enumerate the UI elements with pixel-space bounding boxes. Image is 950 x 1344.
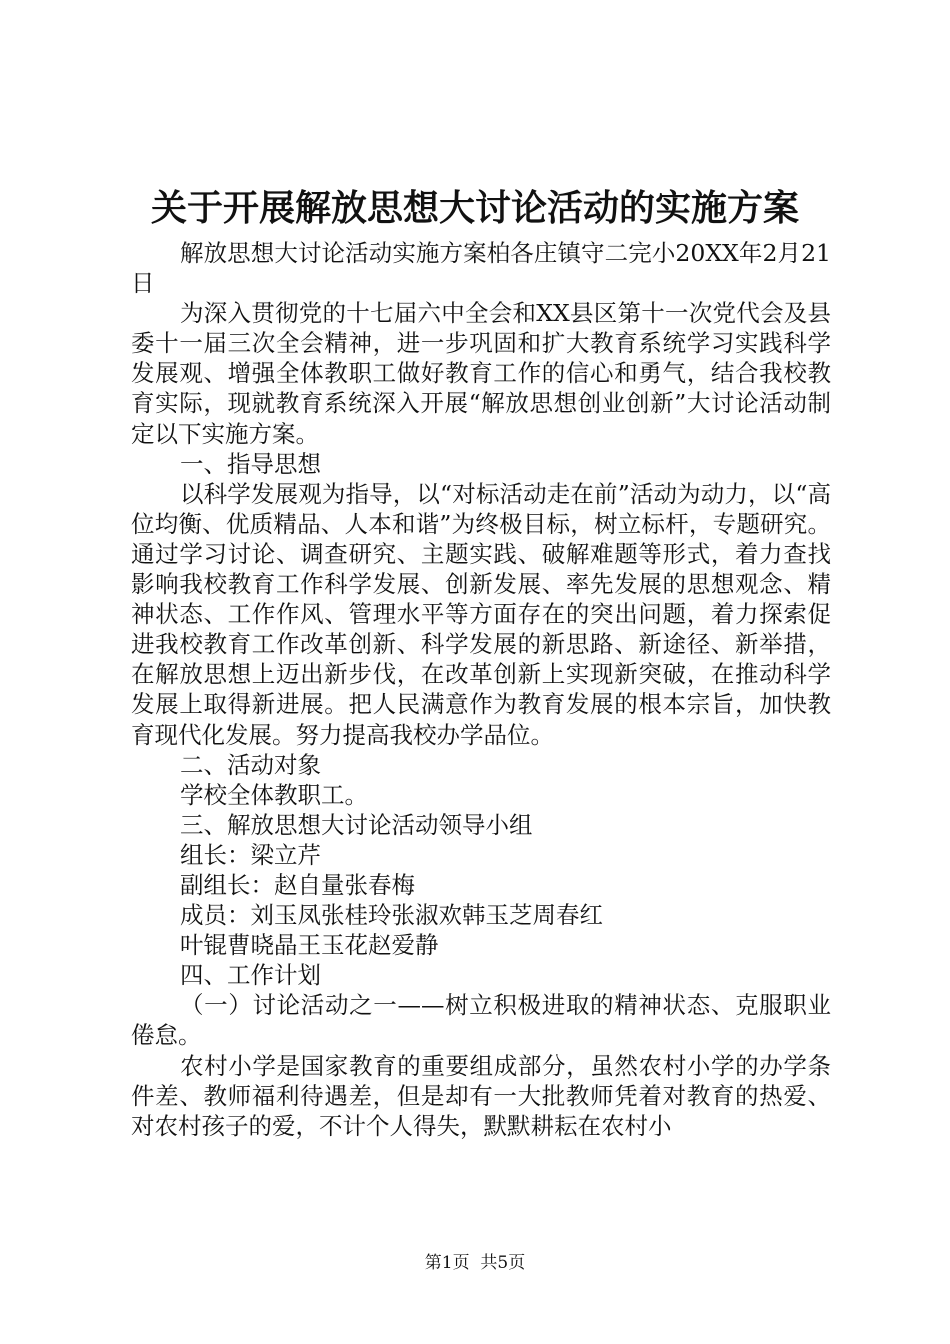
deputy-leader-line: 副组长：赵自量张春梅 (180, 870, 415, 899)
members-line: 成员：刘玉凤张桂玲张淑欢韩玉芝周春红 (180, 901, 603, 930)
paragraph-rural-schools: 农村小学是国家教育的重要组成部分，虽然农村小学的办学条件差、教师福利待遇差，但是却有一大批教师凭着对教育的热爱、对农村孩子的爱，不计个人得失，默默耕耘在农村小 (131, 1051, 831, 1140)
page-footer (0, 1252, 950, 1274)
paragraph-guiding-ideology: 以科学发展观为指导，以“对标活动走在前”活动为动力，以“高位均衡、优质精品、人本和谐”为终极目标，树立标杆，专题研究。通过学习讨论、调查研究、主题实践、破解难题等形式，着力查找影响我校教育工作科学发展、创新发展、率先发展的思想观念、精神状态、工作作风、管理水平等方面存在的突出问题，着力探索促进我校教育工作改革创新、科学发展的新思路、新途径、新举措，在解放思想上迈出新步伐，在改革创新上实现新突破，在推动科学发展上取得新进展。把人民满意作为教育发展的根本宗旨，加快教育现代化发展。努力提高我校办学品位。 (131, 479, 831, 749)
members-line-continued: 叶锟曹晓晶王玉花赵爱静 (180, 931, 439, 960)
document-body (131, 238, 831, 1141)
page-total: 共5页 (480, 1253, 526, 1273)
heading-guiding-ideology: 一、指导思想 (180, 449, 321, 478)
heading-work-plan: 四、工作计划 (180, 961, 321, 990)
leader-line: 组长：梁立芹 (180, 840, 321, 869)
paragraph-date-line: 解放思想大讨论活动实施方案柏各庄镇守二完小20XX年2月21日 (131, 239, 831, 298)
document-title: 关于开展解放思想大讨论活动的实施方案 (150, 187, 799, 229)
heading-activity-target: 二、活动对象 (180, 750, 321, 779)
paragraph-activity-target: 学校全体教职工。 (180, 780, 368, 809)
subheading-discussion-one: （一）讨论活动之一——树立积极进取的精神状态、克服职业倦怠。 (131, 991, 831, 1050)
paragraph-intro: 为深入贯彻党的十七届六中全会和XX县区第十一次党代会及县委十一届三次全会精神，进一步巩固和扩大教育系统学习实践科学发展观、增强全体教职工做好教育工作的信心和勇气，结合我校教育实际，现就教育系统深入开展“解放思想创业创新”大讨论活动制定以下实施方案。 (131, 299, 831, 448)
page-number: 第1页 (424, 1253, 470, 1273)
heading-leadership-group: 三、解放思想大讨论活动领导小组 (180, 810, 533, 839)
